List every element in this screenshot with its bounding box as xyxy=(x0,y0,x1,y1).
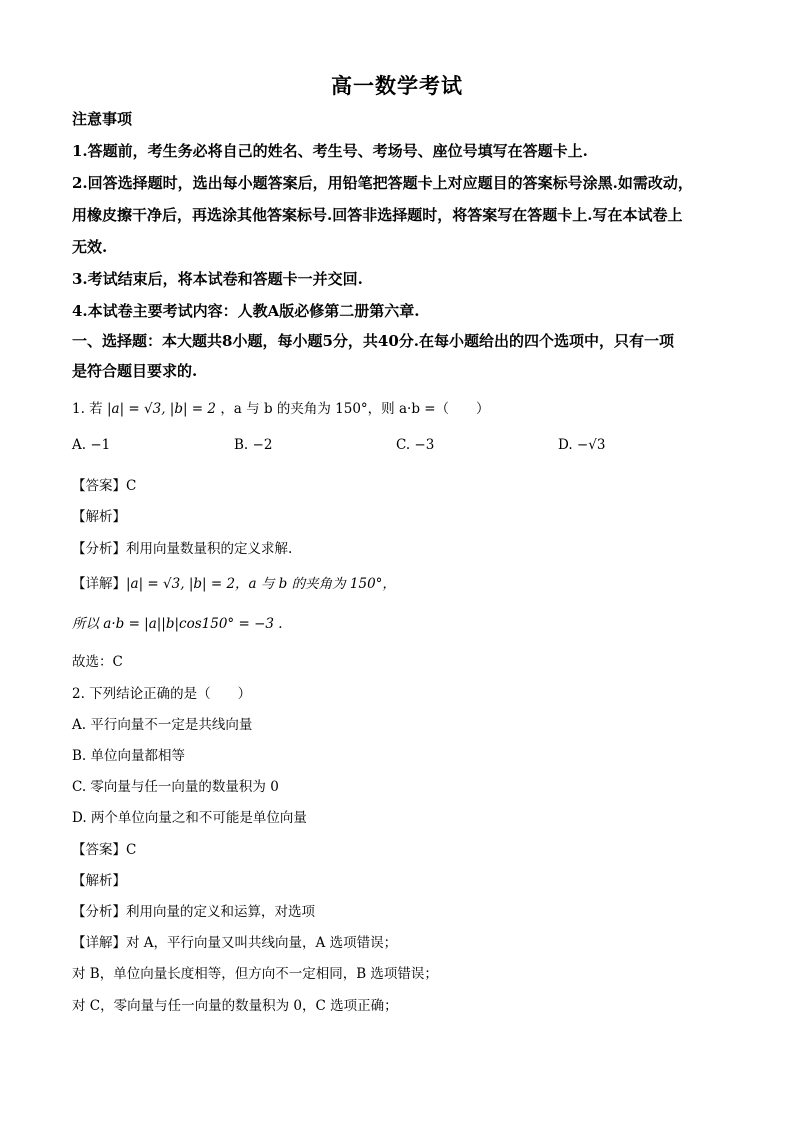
q2-answer xyxy=(72,838,732,858)
q2-answer-value: C xyxy=(126,842,137,858)
q1-condition: |a| = √3, |b| = 2 xyxy=(106,401,217,417)
notice-item-3: 3.考试结束后，将本试卷和答题卡一并交回. xyxy=(72,270,363,288)
q1-answer-tag: 【答案】 xyxy=(72,478,126,494)
q1-prefix: 1. 若 xyxy=(72,401,103,417)
q1-fenxi-tag: 【分析】 xyxy=(72,541,126,557)
notice-item-4: 4.本试卷主要考试内容：人教A版必修第二册第六章. xyxy=(72,302,420,320)
q2-answer-tag: 【答案】 xyxy=(72,842,126,858)
q1-option-c: C. −3 xyxy=(396,437,435,453)
q2-line-b: 对 B，单位向量长度相等，但方向不一定相同，B 选项错误； xyxy=(72,966,438,982)
q1-answer xyxy=(72,474,732,494)
q1-answer-value: C xyxy=(126,478,137,494)
q1-option-b: B. −2 xyxy=(234,437,273,453)
notice-heading: 注意事项 xyxy=(72,110,133,128)
q2-line-c: 对 C，零向量与任一向量的数量积为 0，C 选项正确； xyxy=(72,998,398,1014)
q1-xiangjie-tag: 【详解】 xyxy=(72,576,126,592)
q1-stem-rest: ，a 与 b 的夹角为 150°，则 a·b =（ ） xyxy=(220,401,490,417)
notice-item-2-end: 无效. xyxy=(72,238,108,256)
notice-item-2-cont: 用橡皮擦干净后，再选涂其他答案标号.回答非选择题时，将答案写在答题卡上.写在本试卷上 xyxy=(72,206,683,224)
q2-option-c: C. 零向量与任一向量的数量积为 0 xyxy=(72,779,279,795)
page-title: 高一数学考试 xyxy=(331,73,463,98)
notice-item-2: 2.回答选择题时，选出每小题答案后，用铅笔把答题卡上对应题目的答案标号涂黑.如需改动， xyxy=(72,174,693,192)
q2-option-b: B. 单位向量都相等 xyxy=(72,748,186,764)
q1-xiangjie-text: |a| = √3, |b| = 2，a 与 b 的夹角为 150°， xyxy=(126,576,396,592)
q2-xiangjie xyxy=(72,931,732,951)
q1-analysis-tag: 【解析】 xyxy=(72,509,126,525)
q1-fenxi-text: 利用向量数量积的定义求解. xyxy=(126,541,293,557)
q1-derivation: 所以 a·b = |a||b|cos150° = −3 . xyxy=(72,616,283,632)
notice-item-1: 1.答题前，考生务必将自己的姓名、考生号、考场号、座位号填写在答题卡上. xyxy=(72,142,588,160)
q2-xiangjie-tag: 【详解】 xyxy=(72,935,126,951)
q2-xiangjie-text: 对 A，平行向量又叫共线向量，A 选项错误； xyxy=(126,935,398,951)
q2-analysis-tag: 【解析】 xyxy=(72,873,126,889)
q2-fenxi-tag: 【分析】 xyxy=(72,904,126,920)
q2-option-d: D. 两个单位向量之和不可能是单位向量 xyxy=(72,810,307,826)
section-heading: 一、选择题：本大题共8小题，每小题5分，共40分.在每小题给出的四个选项中，只有一项 xyxy=(72,332,674,350)
q2-fenxi-text: 利用向量的定义和运算，对选项 xyxy=(126,904,315,920)
q1-choose: 故选：C xyxy=(72,654,123,670)
q1-fenxi xyxy=(72,537,732,557)
q1-option-a: A. −1 xyxy=(72,437,111,453)
section-heading-cont: 是符合题目要求的. xyxy=(72,362,198,380)
question-2-stem: 2. 下列结论正确的是（ ） xyxy=(72,686,252,702)
q2-option-a: A. 平行向量不一定是共线向量 xyxy=(72,717,253,733)
q2-fenxi xyxy=(72,900,732,920)
question-1-stem xyxy=(72,397,732,417)
q1-option-d: D. −√3 xyxy=(558,437,606,453)
q1-xiangjie xyxy=(72,572,732,592)
